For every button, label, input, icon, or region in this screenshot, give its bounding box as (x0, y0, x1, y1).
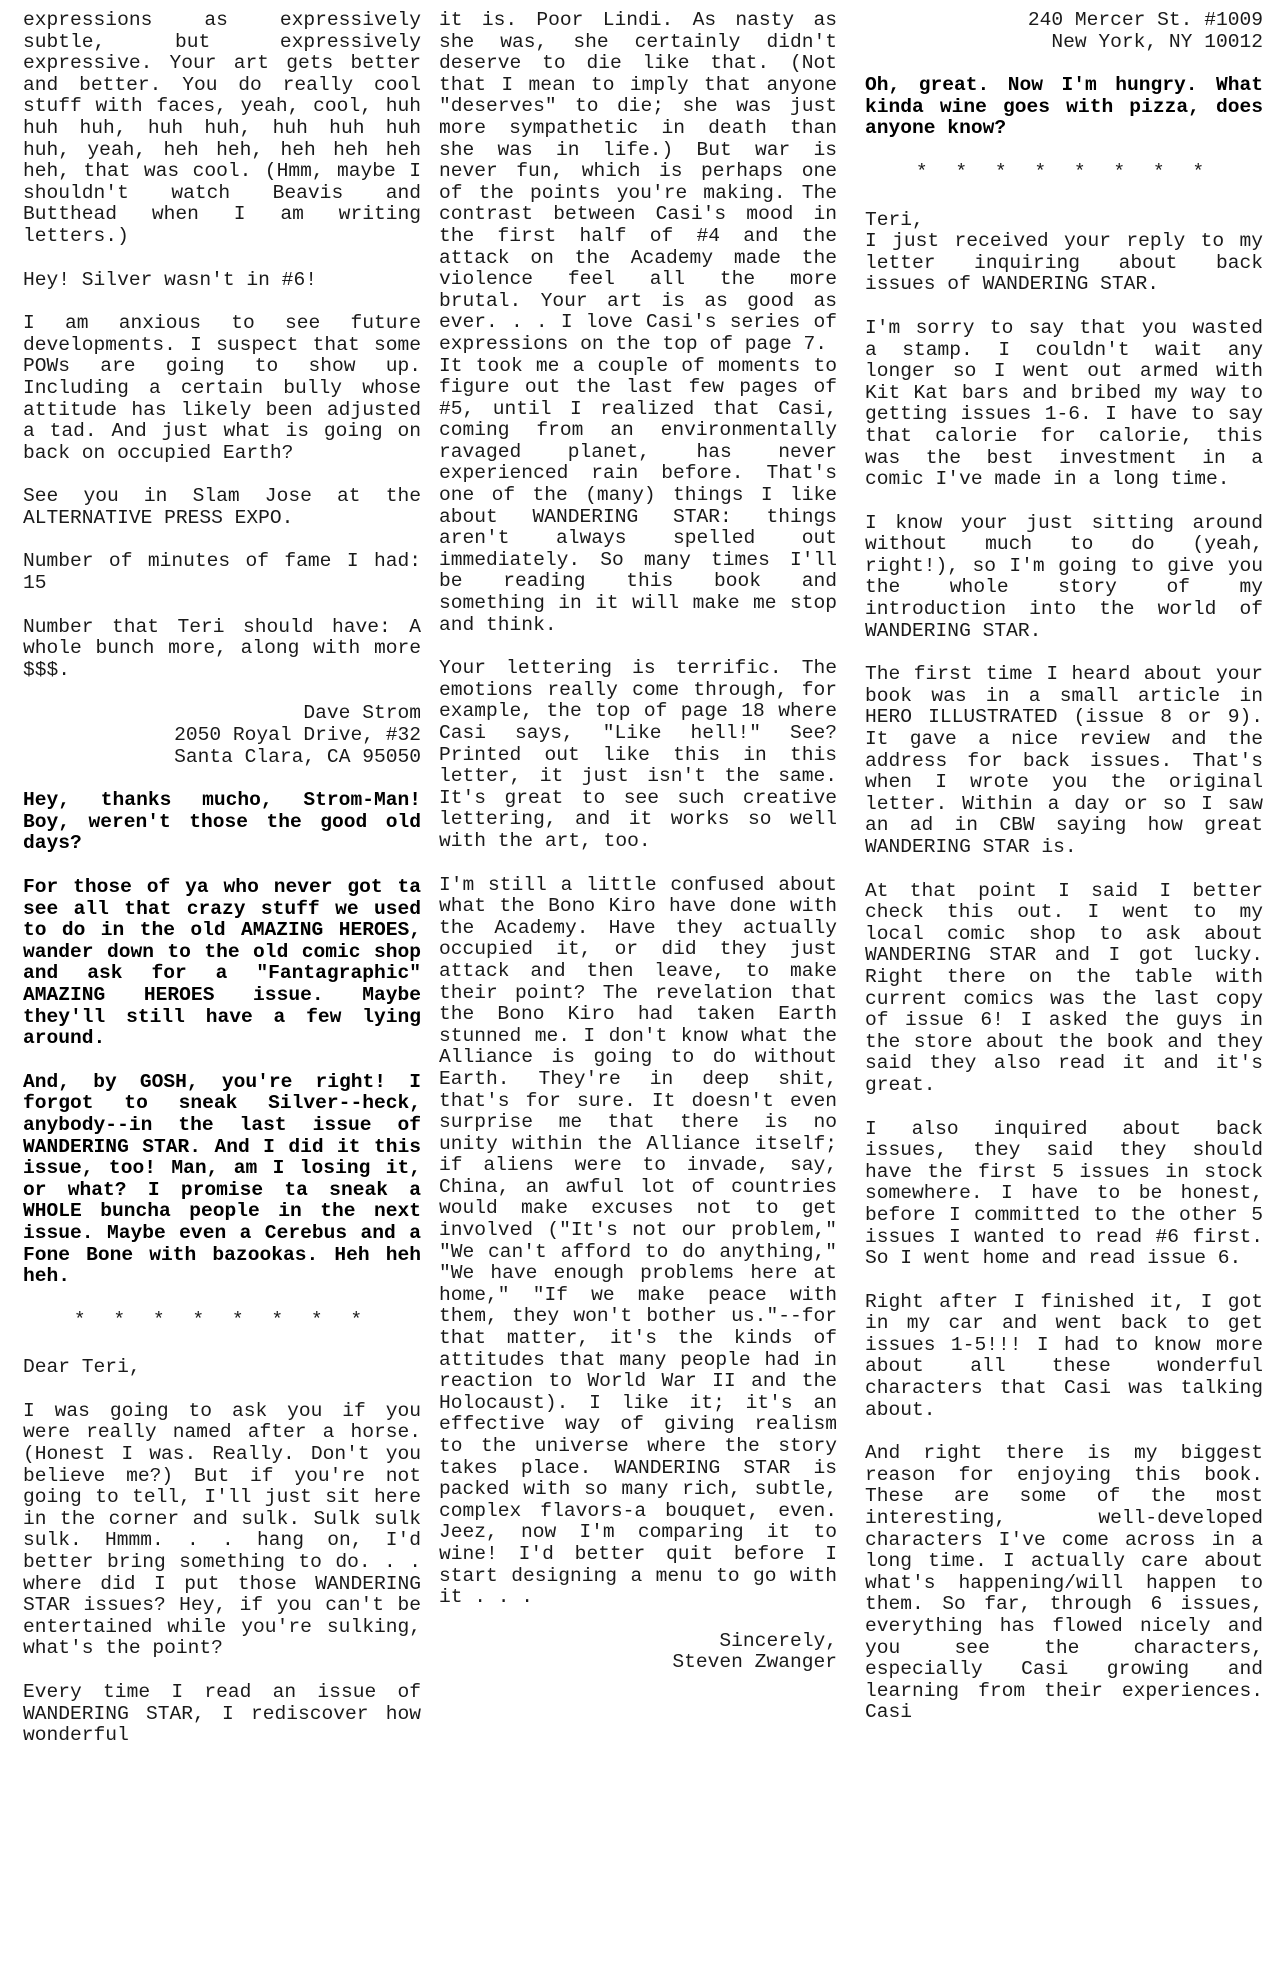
letter-paragraph: The first time I heard about your book was in a small article in HERO ILLUSTRATED (issue 8 or 9). It gave a nice review and the address for back issues. That's when I wrote you the original letter. Within a day or so I saw an ad in CBW saying how great WANDERING STAR is. (865, 663, 1263, 858)
letter-paragraph: I'm sorry to say that you wasted a stamp. I couldn't wait any longer so I went out armed with Kit Kat bars and bribed my way to getting issues 1-6. I have to say that calorie for calorie, this was the best investment in a comic I've made in a long time. (865, 316, 1263, 491)
letter-paragraph: I was going to ask you if you were really named after a horse. (Honest I was. Really. Don't you believe me?) But if you're not going to tell, I'll just sit here in the corner and sulk. Sulk sulk sulk. Hmmm. . . hang on, I'd better bring something to do. . . where did I put those WANDERING STAR issues? Hey, if you can't be entertained while you're sulking, what's the point? (23, 1399, 421, 1660)
letter-paragraph: I just received your reply to my letter inquiring about back issues of WANDERING STAR. (865, 230, 1263, 296)
letter-paragraph: Number that Teri should have: A whole bunch more, along with more $$$. (23, 615, 421, 681)
letter-paragraph: I'm still a little confused about what the Bono Kiro have done with the Academy. Have they actually occupied it, or did they just attack and then leave, to make their point? The revelation that the Bono Kiro had taken Earth stunned me. I don't know what the Alliance is going to do without Earth. They're in deep shit, that's for sure. It doesn't even surprise me that there is no unity within the Alliance itself; if aliens were to invade, say, China, an awful lot of countries would make excuses not to get involved ("It's not our problem," "We can't afford to do anything," "We have enough problems here at home," "If we make peace with them, they won't bother us."--for that matter, it's the kinds of attitudes that many people had in reaction to World War II and the Holocaust). I like it; it's an effective way of giving realism to the universe where the story takes place. WANDERING STAR is packed with so many rich, subtle, complex flavors-a bouquet, even. Jeez, now I'm comparing it to wine! I'd better quit before I start designing a menu to go with it . . . (439, 873, 837, 1609)
letter-paragraph: Hey! Silver wasn't in #6! (23, 268, 317, 291)
section-separator: * * * * * * * * (915, 160, 1213, 183)
column-1 (23, 10, 421, 1747)
editor-reply: Hey, thanks mucho, Strom-Man! Boy, weren't those the good old days? (23, 789, 421, 855)
letter-signature: Dave Strom 2050 Royal Drive, #32 Santa Clara, CA 95050 (174, 702, 421, 768)
letter-paragraph: it is. Poor Lindi. As nasty as she was, she certainly didn't deserve to die like that. (Not that I mean to imply that anyone "deserves" to die; she was just more sympathetic in death than she was in life.) But war is never fun, which is perhaps one of the points you're making. The contrast between Casi's mood in the first half of #4 and the attack on the Academy made the violence feel all the more brutal. Your art is as good as ever. . . I love Casi's series of expressions on the top of page 7. (439, 9, 837, 355)
letter-paragraph: Your lettering is terrific. The emotions really come through, for example, the top of page 18 where Casi says, "Like hell!" See? Printed out like this in this letter, it just isn't the same. It's great to see such creative lettering, and it works so well with the art, too. (439, 657, 837, 852)
letter-paragraph: Number of minutes of fame I had: 15 (23, 550, 421, 595)
editor-reply: For those of ya who never got ta see all that crazy stuff we used to do in the old AMAZING HEROES, wander down to the old comic shop and ask for a "Fantagraphic" AMAZING HEROES issue. Maybe they'll still have a few lying around. (23, 876, 421, 1050)
column-2 (439, 10, 837, 1674)
letter-paragraph: It took me a couple of moments to figure out the last few pages of #5, until I realized that Casi, coming from an environmentally ravaged planet, has never experienced rain before. That's one of the (many) things I like about WANDERING STAR: things aren't always spelled out immediately. So many times I'll be reading this book and something in it will make me stop and think. (439, 354, 837, 636)
letter-paragraph: I also inquired about back issues, they said they should have the first 5 issues in stock somewhere. I have to be honest, before I committed to the other 5 issues I wanted to read #6 first. So I went home and read issue 6. (865, 1117, 1263, 1270)
editor-reply: Oh, great. Now I'm hungry. What kinda wine goes with pizza, does anyone know? (865, 74, 1263, 140)
letter-address: 240 Mercer St. #1009 New York, NY 10012 (1027, 9, 1263, 53)
letter-greeting: Dear Teri, (23, 1356, 141, 1379)
letter-greeting: Teri, (865, 208, 924, 231)
letter-paragraph: And right there is my biggest reason for enjoying this book. These are some of the most interesting, well-developed characters I've come across in a long time. I actually care about what's happening/will happen to them. So far, through 6 issues, everything has flowed nicely and you see the characters, especially Casi growing and learning from their experiences. Casi (865, 1442, 1263, 1724)
letter-signature: Sincerely, Steven Zwanger (672, 1629, 837, 1674)
letter-paragraph: Right after I finished it, I got in my car and went back to get issues 1-5!!! I had to know more about all these wonderful characters that Casi was talking about. (865, 1290, 1263, 1421)
letter-paragraph: See you in Slam Jose at the ALTERNATIVE PRESS EXPO. (23, 485, 421, 529)
letter-paragraph: expressions as expressively subtle, but expressively expressive. Your art gets better and better. You do really cool stuff with faces, yeah, cool, huh huh huh, huh huh, huh huh huh huh, yeah, heh heh, heh heh heh heh, that was cool. (Hmm, maybe I shouldn't watch Beavis and Butthead when I am writing letters.) (23, 9, 421, 247)
letter-paragraph: Every time I read an issue of WANDERING STAR, I rediscover how wonderful (23, 1681, 421, 1747)
editor-reply: And, by GOSH, you're right! I forgot to sneak Silver--heck, anybody--in the last issue of WANDERING STAR. And I did it this issue, too! Man, am I losing it, or what? I promise ta sneak a WHOLE buncha people in the next issue. Maybe even a Cerebus and a Fone Bone with bazookas. Heh heh heh. (23, 1070, 421, 1288)
column-3 (865, 10, 1263, 1724)
letter-paragraph: At that point I said I better check this out. I went to my local comic shop to ask about WANDERING STAR and I got lucky. Right there on the table with current comics was the last copy of issue 6! I asked the guys in the store about the book and they said they also read it and it's great. (865, 879, 1263, 1096)
section-separator: * * * * * * * * (73, 1308, 371, 1331)
letter-paragraph: I know your just sitting around without much to do (yeah, right!), so I'm going to give you the whole story of my introduction into the world of WANDERING STAR. (865, 511, 1263, 642)
letter-paragraph: I am anxious to see future developments. I suspect that some POWs are going to show up. Including a certain bully whose attitude has likely been adjusted a tad. And just what is going on back on occupied Earth? (23, 312, 421, 464)
